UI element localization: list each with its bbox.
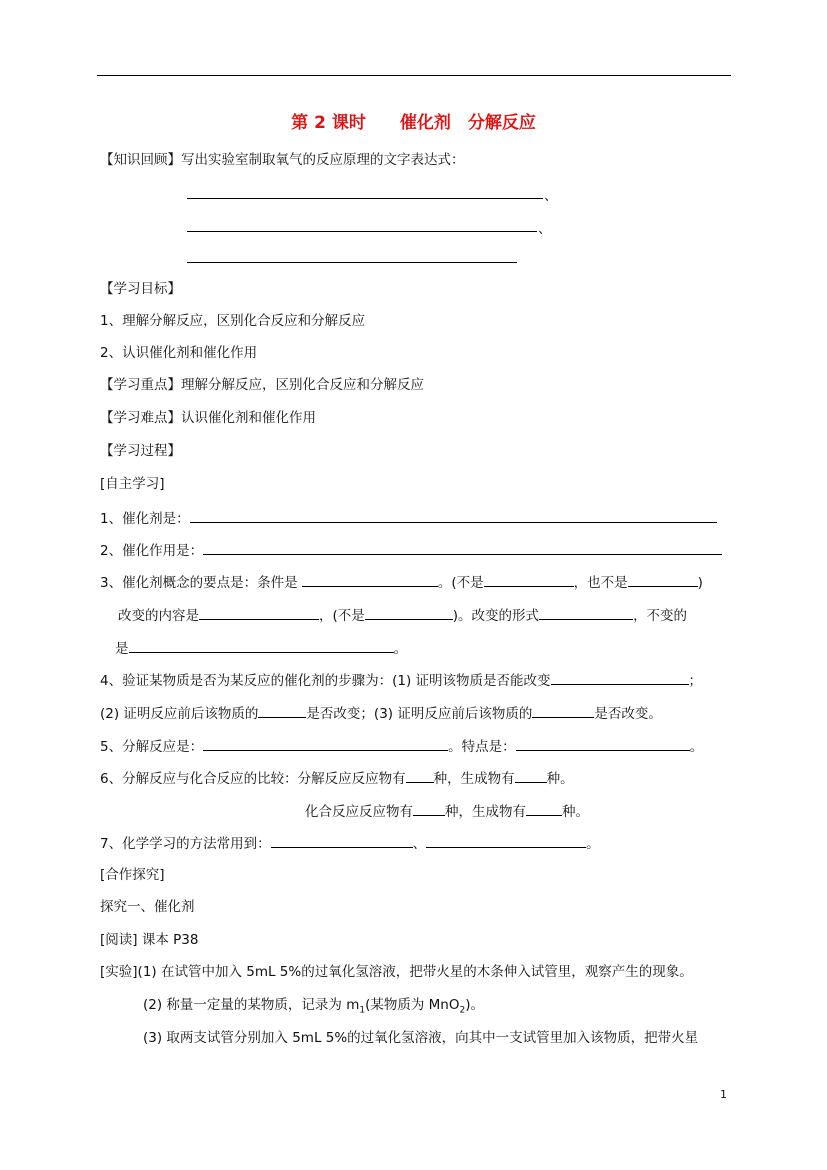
question-3-blank-6[interactable] [539, 604, 633, 620]
experiment-step-2-text-b: (某物质为 MnO [365, 997, 460, 1013]
question-4-text-a: 4、验证某物质是否为某反应的催化剂的步骤为：(1) 证明该物质是否能改变 [100, 673, 551, 689]
m-subscript: 1 [359, 1005, 366, 1016]
question-4-text-e: 是否改变。 [594, 706, 662, 722]
review-text: 写出实验室制取氧气的反应原理的文字表达式： [181, 152, 465, 168]
question-5-text-a: 5、分解反应是： [100, 739, 204, 755]
question-6-text-d: 化合反应反应物有 [305, 804, 413, 820]
question-6-blank-4[interactable] [526, 800, 562, 816]
question-5 [100, 735, 703, 757]
experiment-step-1 [100, 962, 693, 982]
question-3-text-a: 3、催化剂概念的要点是：条件是 [100, 575, 298, 591]
question-4-blank-3[interactable] [532, 702, 594, 718]
answer-blank-2[interactable] [187, 231, 537, 232]
question-3-text-c: ，也不是 [573, 575, 628, 591]
question-2-blank[interactable] [203, 539, 722, 555]
page-title: 第 2 课时 催化剂 分解反应 [291, 113, 536, 133]
question-4-text-d: 是否改变；(3) 证明反应前后该物质的 [306, 706, 533, 722]
question-3-blank-7[interactable] [129, 637, 394, 653]
question-3-text-d: ) [697, 575, 703, 591]
question-3-blank-4[interactable] [199, 604, 319, 620]
question-1-blank[interactable] [190, 507, 717, 523]
answer-blank-3[interactable] [187, 262, 517, 263]
experiment-step-2-text-a: (2) 称量一定量的某物质，记录为 m [143, 997, 360, 1013]
question-6-text-b: 种，生成物有 [433, 771, 515, 787]
question-4-blank-2[interactable] [258, 702, 306, 718]
question-6-text-f: 种。 [562, 804, 589, 820]
question-4-text-c: (2) 证明反应前后该物质的 [100, 706, 259, 722]
question-1 [100, 507, 717, 529]
question-7-text-c: 。 [586, 836, 600, 852]
key-point-label: 【学习重点】 [100, 377, 181, 393]
key-point-line [100, 375, 424, 395]
goals-heading: 【学习目标】 [100, 281, 181, 297]
separator-2: 、 [538, 221, 552, 237]
self-study-heading: [自主学习] [100, 476, 165, 492]
experiment-step-1-text: (1) 在试管中加入 5mL 5%的过氧化氢溶液，把带火星的木条伸入试管里，观察产生的现象。 [137, 964, 693, 980]
process-heading: 【学习过程】 [100, 443, 181, 459]
question-3-text-g: )。改变的形式 [452, 608, 540, 624]
goal-item-1: 1、理解分解反应，区别化合反应和分解反应 [100, 313, 366, 329]
experiment-step-3: (3) 取两支试管分别加入 5mL 5%的过氧化氢溶液，向其中一支试管里加入该物质，把带火星 [143, 1030, 699, 1046]
question-7-text-b: 、 [412, 836, 427, 852]
question-3-line-3 [115, 637, 407, 659]
question-5-text-b: 。特点是： [448, 739, 516, 755]
header-rule [97, 75, 731, 76]
question-3-blank-5[interactable] [365, 604, 453, 620]
mno2-subscript: 2 [459, 1005, 466, 1016]
explore-1-heading: 探究一、催化剂 [100, 899, 195, 915]
question-6-text-e: 种，生成物有 [445, 804, 526, 820]
question-6-blank-2[interactable] [515, 767, 547, 783]
question-6-line-2 [305, 800, 589, 822]
key-point-text: 理解分解反应，区别化合反应和分解反应 [181, 377, 424, 393]
question-7-text-a: 7、化学学习的方法常用到： [100, 836, 271, 852]
question-3-blank-2[interactable] [484, 571, 574, 587]
review-line [100, 150, 465, 170]
question-3-blank-3[interactable] [628, 571, 698, 587]
question-1-text: 1、催化剂是： [100, 511, 190, 527]
answer-blank-1[interactable] [187, 198, 543, 199]
question-4-line-1 [100, 669, 702, 691]
experiment-label: [实验] [100, 964, 138, 980]
question-3-line-2 [118, 604, 687, 626]
cooperation-heading: [合作探究] [100, 867, 165, 883]
question-5-blank-2[interactable] [516, 735, 690, 751]
question-5-blank-1[interactable] [203, 735, 448, 751]
goal-item-2: 2、认识催化剂和催化作用 [100, 345, 258, 361]
question-4-text-b: ； [688, 673, 703, 689]
separator-1: 、 [544, 188, 558, 204]
question-7-blank-1[interactable] [271, 832, 413, 848]
question-6-text-c: 种。 [546, 771, 574, 787]
experiment-step-2-text-c: )。 [465, 997, 484, 1013]
question-3-line-1 [100, 571, 703, 593]
question-4-blank-1[interactable] [551, 669, 689, 685]
page-number: 1 [720, 1088, 727, 1101]
question-3-blank-1[interactable] [302, 571, 438, 587]
question-5-text-c: 。 [689, 739, 704, 755]
question-7 [100, 832, 600, 854]
difficulty-line [100, 408, 316, 428]
question-2 [100, 539, 722, 561]
reading-line: [阅读] 课本 P38 [100, 932, 199, 948]
experiment-step-2 [143, 995, 484, 1021]
question-3-text-h: ，不变的 [633, 608, 688, 624]
question-4-line-2 [100, 702, 662, 724]
question-6-blank-3[interactable] [413, 800, 445, 816]
question-3-text-b: 。(不是 [437, 575, 484, 591]
question-6-text-a: 6、分解反应与化合反应的比较：分解反应反应物有 [100, 771, 406, 787]
review-label: 【知识回顾】 [100, 152, 181, 168]
question-3-text-j: 。 [393, 641, 407, 657]
question-6-line-1 [100, 767, 574, 789]
difficulty-label: 【学习难点】 [100, 410, 181, 426]
question-3-text-f: ，(不是 [319, 608, 365, 624]
question-6-blank-1[interactable] [406, 767, 434, 783]
question-3-text-e: 改变的内容是 [118, 608, 199, 624]
question-3-text-i: 是 [115, 641, 129, 657]
difficulty-text: 认识催化剂和催化作用 [181, 410, 316, 426]
question-7-blank-2[interactable] [426, 832, 586, 848]
question-2-text: 2、催化作用是： [100, 543, 204, 559]
